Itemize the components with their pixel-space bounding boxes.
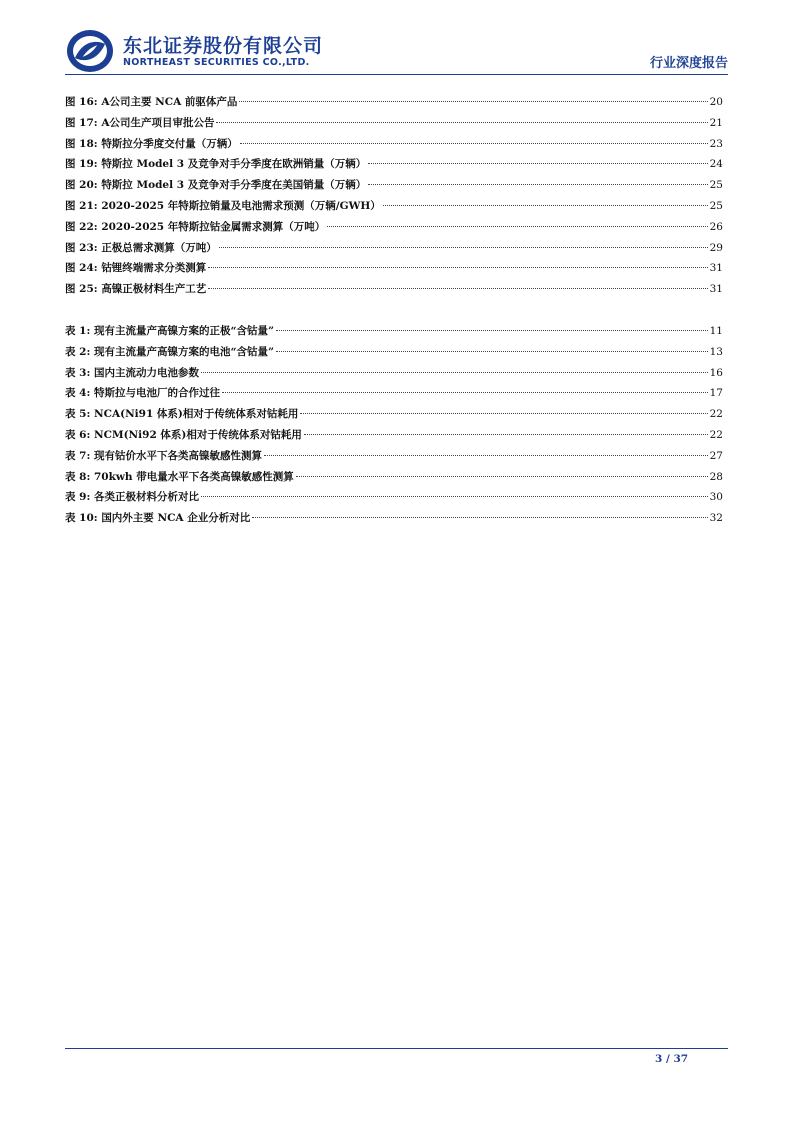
toc-label: 图 16: <box>65 96 98 108</box>
toc-title: 特斯拉分季度交付量（万辆） <box>101 137 238 150</box>
toc-page: 29 <box>709 241 723 254</box>
toc-title: 正极总需求测算（万吨） <box>101 241 217 254</box>
toc-label: 图 19: <box>65 158 98 171</box>
toc-entry[interactable] <box>65 177 723 198</box>
toc-page: 22 <box>709 428 723 441</box>
toc-label: 图 23: <box>65 241 98 254</box>
toc-label: 图 17: <box>65 116 98 129</box>
toc-label: 表 2: <box>65 345 91 358</box>
toc-label: 图 24: <box>65 262 98 275</box>
toc-leader <box>208 288 707 289</box>
toc-page: 25 <box>709 179 723 192</box>
toc-page: 26 <box>709 220 723 233</box>
toc-page: 16 <box>709 366 723 379</box>
toc-page: 31 <box>709 262 723 275</box>
toc-leader <box>201 372 708 373</box>
toc-entry[interactable] <box>65 260 723 281</box>
toc-title: 钴锂终端需求分类测算 <box>101 262 207 275</box>
toc-page: 20 <box>709 96 723 108</box>
page-header <box>65 28 728 74</box>
toc-leader <box>300 413 707 414</box>
company-name-en: NORTHEAST SECURITIES CO.,LTD. <box>123 57 310 68</box>
page-number: 3 / 37 <box>655 1053 689 1065</box>
toc-page: 25 <box>709 199 723 212</box>
toc-entry[interactable] <box>65 489 723 510</box>
toc-entry[interactable] <box>65 136 723 157</box>
toc-title: 2020-2025 年特斯拉钴金属需求测算（万吨） <box>101 220 326 233</box>
header-divider <box>65 74 728 75</box>
toc-label: 表 5: <box>65 408 91 421</box>
toc-entry[interactable] <box>65 344 723 365</box>
toc-title: NCA(Ni91 体系)相对于传统体系对钴耗用 <box>94 408 299 421</box>
toc-title: 各类正极材料分析对比 <box>94 491 199 504</box>
toc-entry[interactable] <box>65 198 723 219</box>
toc-title: 国内主流动力电池参数 <box>94 366 199 379</box>
toc-entry[interactable] <box>65 406 723 427</box>
toc-page: 23 <box>709 137 723 150</box>
toc-label: 表 4: <box>65 387 91 400</box>
toc-page: 32 <box>709 512 723 525</box>
toc-leader <box>368 184 707 185</box>
toc-leader <box>219 247 708 248</box>
toc-label: 图 21: <box>65 199 98 212</box>
toc-leader <box>216 122 707 123</box>
toc-title: A公司生产项目审批公告 <box>101 116 215 129</box>
toc-page: 30 <box>709 491 723 504</box>
toc-page: 27 <box>709 449 723 462</box>
toc-entry[interactable] <box>65 469 723 490</box>
toc-entry[interactable] <box>65 94 723 115</box>
toc-label: 表 3: <box>65 366 91 379</box>
toc-page: 31 <box>709 283 723 296</box>
toc-title: 70kwh 带电量水平下各类高镍敏感性测算 <box>94 470 294 483</box>
toc-label: 表 1: <box>65 325 91 337</box>
toc-page: 13 <box>709 345 723 358</box>
toc-title: 现有主流量产高镍方案的电池“含钴量” <box>94 345 275 358</box>
toc-label: 图 18: <box>65 137 98 150</box>
toc-title: NCM(Ni92 体系)相对于传统体系对钴耗用 <box>94 428 302 441</box>
toc-entry[interactable] <box>65 323 723 344</box>
company-name-cn: 东北证券股份有限公司 <box>123 35 324 57</box>
toc-entry[interactable] <box>65 510 723 531</box>
toc-entry[interactable] <box>65 240 723 261</box>
toc-entry[interactable] <box>65 448 723 469</box>
toc-label: 图 25: <box>65 283 98 296</box>
toc-page: 24 <box>709 158 723 171</box>
toc-leader <box>276 351 708 352</box>
toc-leader <box>240 143 708 144</box>
table-list <box>65 323 723 531</box>
toc-leader <box>327 226 707 227</box>
toc-entry[interactable] <box>65 385 723 406</box>
toc-page: 11 <box>709 325 723 337</box>
toc-leader <box>368 163 707 164</box>
toc-label: 表 10: <box>65 512 98 525</box>
toc-label: 表 7: <box>65 449 91 462</box>
toc-title: 现有主流量产高镍方案的正极“含钴量” <box>94 325 275 337</box>
toc-title: 国内外主要 NCA 企业分析对比 <box>101 512 251 525</box>
footer-divider <box>65 1048 728 1049</box>
toc-label: 表 6: <box>65 428 91 441</box>
toc-entry[interactable] <box>65 156 723 177</box>
toc-entry[interactable] <box>65 365 723 386</box>
toc-title: 特斯拉 Model 3 及竞争对手分季度在美国销量（万辆） <box>101 179 367 192</box>
toc-entry[interactable] <box>65 219 723 240</box>
toc-leader <box>264 455 708 456</box>
toc-title: 2020-2025 年特斯拉销量及电池需求预测（万辆/GWH） <box>101 199 381 212</box>
toc-leader <box>239 101 707 102</box>
toc-page: 17 <box>709 387 723 400</box>
toc-label: 图 20: <box>65 179 98 192</box>
toc-page: 21 <box>709 116 723 129</box>
toc-label: 图 22: <box>65 220 98 233</box>
toc-label: 表 8: <box>65 470 91 483</box>
toc-title: 特斯拉与电池厂的合作过往 <box>94 387 220 400</box>
toc-page: 22 <box>709 408 723 421</box>
toc-title: 高镍正极材料生产工艺 <box>101 283 207 296</box>
toc-entry[interactable] <box>65 427 723 448</box>
toc-label: 表 9: <box>65 491 91 504</box>
toc-page: 28 <box>709 470 723 483</box>
report-type: 行业深度报告 <box>649 56 728 71</box>
company-logo-icon <box>65 28 115 74</box>
toc-title: 现有钴价水平下各类高镍敏感性测算 <box>94 449 262 462</box>
toc-entry[interactable] <box>65 115 723 136</box>
toc-title: A公司主要 NCA 前驱体产品 <box>101 96 238 108</box>
toc-leader <box>276 330 708 331</box>
toc-leader <box>296 476 708 477</box>
toc-leader <box>222 392 708 393</box>
toc-entry[interactable] <box>65 281 723 302</box>
figure-list <box>65 94 723 302</box>
toc-leader <box>304 434 708 435</box>
toc-leader <box>208 267 707 268</box>
toc-leader <box>201 496 708 497</box>
toc-leader <box>252 517 707 518</box>
toc-leader <box>383 205 708 206</box>
toc-title: 特斯拉 Model 3 及竞争对手分季度在欧洲销量（万辆） <box>101 158 367 171</box>
